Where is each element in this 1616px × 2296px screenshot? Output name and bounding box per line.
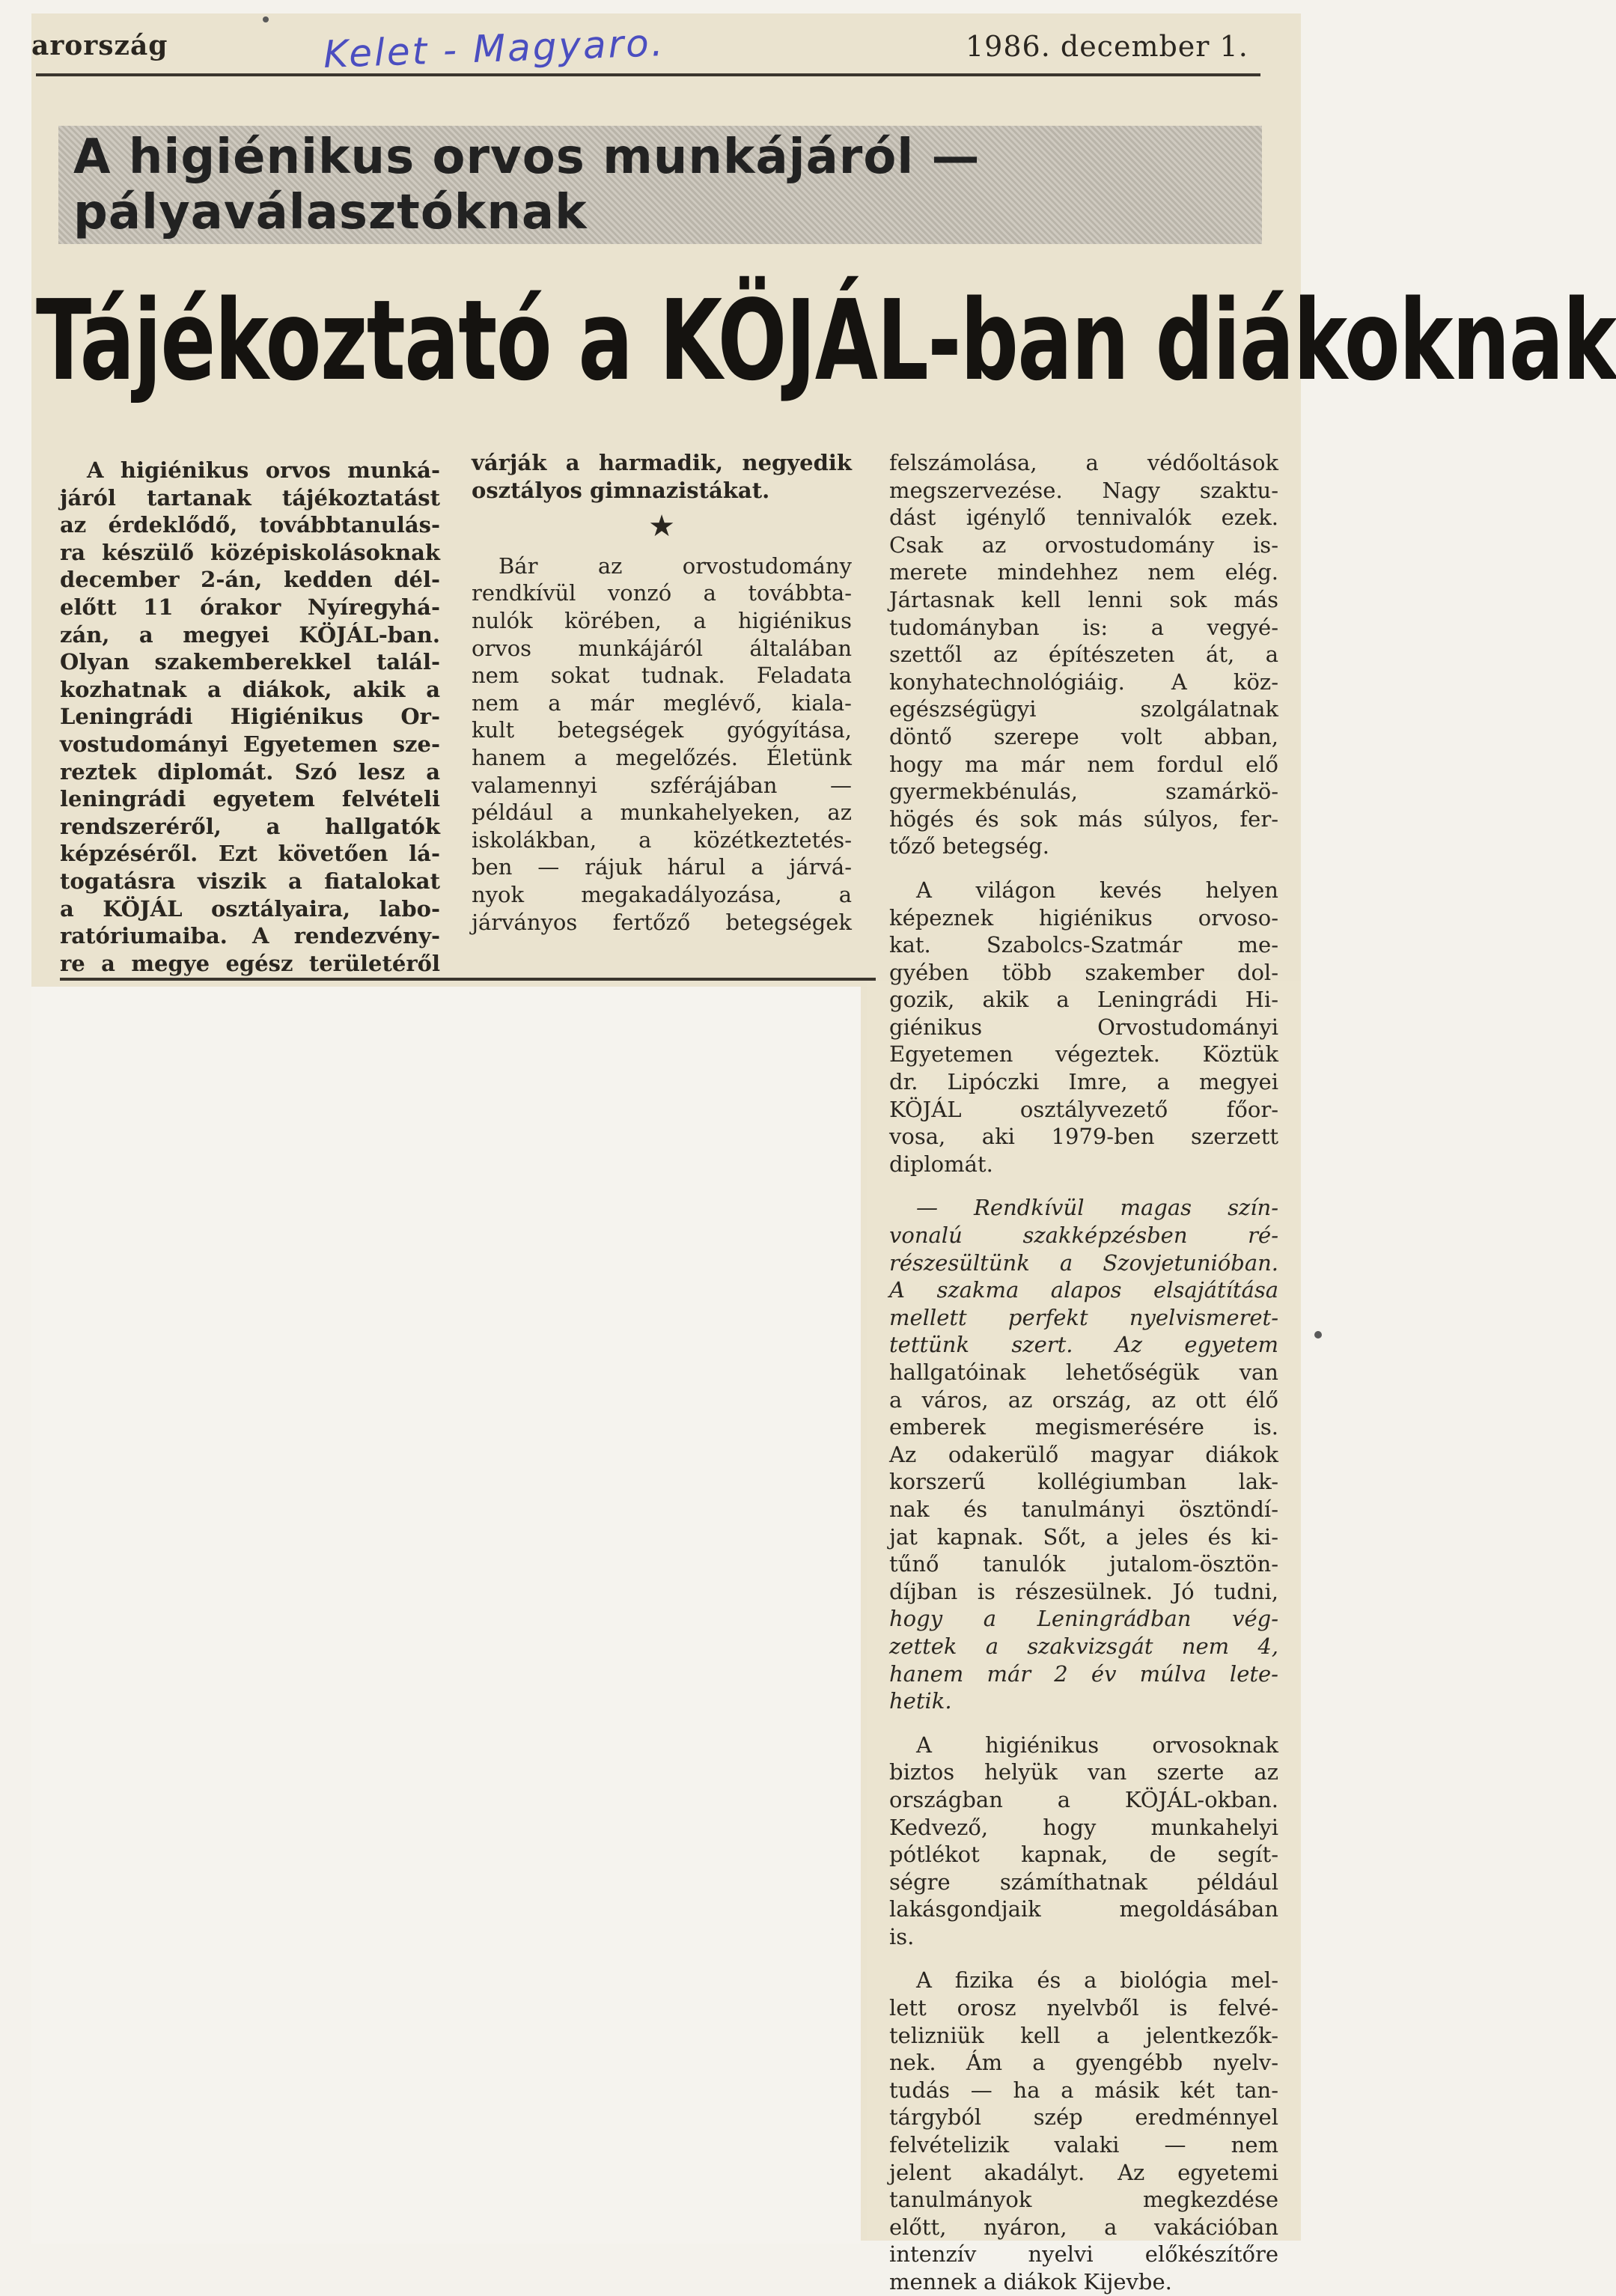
text-line: kat. Szabolcs-Szatmár me- bbox=[889, 932, 1278, 958]
text-line: képzéséről. Ezt követően lá- bbox=[60, 841, 440, 867]
text-line: Egyetemen végeztek. Köztük bbox=[889, 1041, 1278, 1068]
text-line: iskolákban, a közétkeztetés- bbox=[472, 826, 852, 853]
text-line: várják a harmadik, negyedik bbox=[472, 450, 852, 475]
text-line: nem a már meglévő, kiala- bbox=[472, 689, 852, 716]
text-line: megszervezése. Nagy szaktu- bbox=[889, 477, 1278, 503]
text-line: — Rendkívül magas szín- bbox=[916, 1195, 1278, 1221]
header-country: arország bbox=[31, 30, 168, 61]
text-line: nek. Ám a gyengébb nyelv- bbox=[889, 2050, 1278, 2076]
text-line: lakásgondjaik megoldásában bbox=[889, 1896, 1278, 1922]
text-line: felszámolása, a védőoltások bbox=[889, 450, 1278, 475]
text-line: ségre számíthatnak például bbox=[889, 1869, 1278, 1895]
text-line: hogy ma már nem fordul elő bbox=[889, 751, 1278, 777]
text-line: A világon kevés helyen bbox=[916, 877, 1278, 903]
text-line: hanem már 2 év múlva lete- bbox=[889, 1660, 1278, 1687]
text-line: emberek megismerésére is. bbox=[889, 1414, 1278, 1440]
text-line: hanem a megelőzés. Életünk bbox=[472, 744, 852, 770]
text-line: zán, a megyei KÖJÁL-ban. bbox=[60, 621, 440, 648]
text-line: tőző betegség. bbox=[889, 833, 1050, 859]
text-line: képeznek higiénikus orvoso- bbox=[889, 904, 1278, 931]
text-line: előtt 11 órakor Nyíregyhá- bbox=[60, 594, 440, 620]
text-line: országban a KÖJÁL-okban. bbox=[889, 1786, 1278, 1812]
article-column-1 bbox=[60, 457, 440, 977]
paragraph-gap bbox=[889, 1950, 1278, 1967]
ink-spot bbox=[263, 16, 269, 22]
column-bottom-rule bbox=[60, 978, 876, 981]
text-line: leningrádi egyetem felvételi bbox=[60, 786, 440, 812]
text-line: az érdeklődő, továbbtanulás- bbox=[60, 512, 440, 538]
text-line: A higiénikus orvosoknak bbox=[916, 1732, 1278, 1758]
text-line: vosa, aki 1979-ben szerzett bbox=[889, 1124, 1278, 1150]
text-line: A higiénikus orvos munká- bbox=[87, 457, 440, 483]
text-line: szettől az építészeten át, a bbox=[889, 642, 1278, 668]
text-line: intenzív nyelvi előkészítőre bbox=[889, 2241, 1278, 2268]
text-line: jelent akadályt. Az egyetemi bbox=[889, 2159, 1278, 2185]
text-line: lett orosz nyelvből is felvé- bbox=[889, 1995, 1278, 2021]
text-line: jat kapnak. Sőt, a jeles és ki- bbox=[889, 1523, 1278, 1550]
text-line: Csak az orvostudomány is- bbox=[889, 532, 1278, 558]
text-line: egészségügyi szolgálatnak bbox=[889, 696, 1278, 722]
text-line: Bár az orvostudomány bbox=[498, 552, 852, 579]
text-line: díjban is részesülnek. Jó tudni, bbox=[889, 1578, 1278, 1604]
text-line: járványos fertőző betegségek bbox=[472, 909, 852, 935]
text-line: Kedvező, hogy munkahelyi bbox=[889, 1814, 1278, 1840]
text-line: hetik. bbox=[889, 1688, 952, 1714]
text-line: december 2-án, kedden dél- bbox=[60, 567, 440, 593]
text-line: merete mindehhez nem elég. bbox=[889, 559, 1278, 585]
text-line: járól tartanak tájékoztatást bbox=[60, 484, 440, 511]
text-line: előtt, nyáron, a vakációban bbox=[889, 2214, 1278, 2240]
text-line: részesültünk a Szovjetunióban. bbox=[889, 1249, 1278, 1276]
text-line: KÖJÁL osztályvezető főor- bbox=[889, 1096, 1278, 1122]
text-line: biztos helyük van szerte az bbox=[889, 1759, 1278, 1785]
text-line: togatásra viszik a fiatalokat bbox=[60, 868, 440, 894]
text-line: osztályos gimnazistákat. bbox=[472, 477, 770, 503]
text-line: kozhatnak a diákok, akik a bbox=[60, 676, 440, 702]
text-line: tanulmányok megkezdése bbox=[889, 2187, 1278, 2213]
text-line: telizniük kell a jelentkezők- bbox=[889, 2022, 1278, 2048]
text-line: tudás — ha a másik két tan- bbox=[889, 2077, 1278, 2103]
text-line: felvételizik valaki — nem bbox=[889, 2132, 1278, 2158]
text-line: Jártasnak kell lenni sok más bbox=[889, 586, 1278, 612]
text-line: nak és tanulmányi ösztöndí- bbox=[889, 1496, 1278, 1522]
text-line: ratóriumaiba. A rendezvény- bbox=[60, 923, 440, 949]
blank-page-area bbox=[31, 987, 861, 2244]
text-line: a KÖJÁL osztályaira, labo- bbox=[60, 895, 440, 922]
text-line: rendkívül vonzó a továbbta- bbox=[472, 580, 852, 606]
text-line: reztek diplomát. Szó lesz a bbox=[60, 758, 440, 785]
article-column-3 bbox=[889, 449, 1278, 2296]
article-headline: Tájékoztató a KÖJÁL-ban diákoknak bbox=[36, 276, 1616, 405]
text-line: pótlékot kapnak, de segít- bbox=[889, 1842, 1278, 1868]
text-line: vostudományi Egyetemen sze- bbox=[60, 731, 440, 757]
text-line: hallgatóinak lehetőségük van bbox=[889, 1359, 1278, 1385]
text-line: hogy a Leningrádban vég- bbox=[889, 1606, 1278, 1632]
text-line: kult betegségek gyógyítása, bbox=[472, 717, 852, 743]
star-separator-icon: ★ bbox=[648, 509, 675, 544]
text-line: rendszeréről, a hallgatók bbox=[60, 813, 440, 839]
text-line: högés és sok más súlyos, fer- bbox=[889, 806, 1278, 832]
text-line: nyok megakadályozása, a bbox=[472, 881, 852, 907]
text-line: tettünk szert. Az egyetem bbox=[889, 1332, 1278, 1358]
handwritten-note: Kelet - Magyaro. bbox=[323, 21, 666, 76]
text-line: döntő szerepe volt abban, bbox=[889, 723, 1278, 749]
text-line: zettek a szakvizsgát nem 4, bbox=[889, 1633, 1278, 1659]
text-line: Olyan szakemberekkel talál- bbox=[60, 649, 440, 675]
text-line: Az odakerülő magyar diákok bbox=[889, 1441, 1278, 1467]
text-line: mellett perfekt nyelvismeret- bbox=[889, 1304, 1278, 1330]
text-line: dr. Lipóczki Imre, a megyei bbox=[889, 1069, 1278, 1095]
paragraph-gap bbox=[889, 860, 1278, 877]
text-line: mennek a diákok Kijevbe. bbox=[889, 2269, 1172, 2295]
text-line: Leningrádi Higiénikus Or- bbox=[60, 704, 440, 730]
text-line: például a munkahelyeken, az bbox=[472, 800, 852, 826]
text-line: nem sokat tudnak. Feladata bbox=[472, 663, 852, 689]
text-line: tudományban is: a vegyé- bbox=[889, 614, 1278, 640]
ink-spot bbox=[1314, 1331, 1322, 1339]
text-line: orvos munkájáról általában bbox=[472, 635, 852, 661]
article-subtitle: A higiénikus orvos munkájáról — pályaválasztóknak bbox=[73, 130, 981, 240]
text-line: tűnő tanulók jutalom-ösztön- bbox=[889, 1551, 1278, 1577]
text-line: gyében több szakember dol- bbox=[889, 959, 1278, 985]
text-line: vonalú szakképzésben ré- bbox=[889, 1222, 1278, 1249]
text-line: korszerű kollégiumban lak- bbox=[889, 1469, 1278, 1495]
text-line: konyhatechnológiáig. A köz- bbox=[889, 669, 1278, 695]
subtitle-band bbox=[58, 126, 1262, 244]
text-line: a város, az ország, az ott élő bbox=[889, 1386, 1278, 1413]
text-line: ra készülő középiskolásoknak bbox=[60, 539, 440, 565]
text-line: ben — rájuk hárul a járvá- bbox=[472, 854, 852, 880]
header-date: 1986. december 1. bbox=[966, 30, 1248, 63]
text-line: tárgyból szép eredménnyel bbox=[889, 2104, 1278, 2131]
text-line: A fizika és a biológia mel- bbox=[916, 1967, 1278, 1994]
text-line: giénikus Orvostudományi bbox=[889, 1014, 1278, 1040]
text-line: re a megye egész területéről bbox=[60, 950, 440, 976]
text-line: A szakma alapos elsajátítása bbox=[889, 1277, 1278, 1303]
text-line: gyermekbénulás, szamárkö- bbox=[889, 779, 1278, 805]
text-line: dást igénylő tennivalók ezek. bbox=[889, 505, 1278, 531]
text-line: is. bbox=[889, 1923, 915, 1949]
text-line: valamennyi szférájában — bbox=[472, 772, 852, 798]
article-column-2 bbox=[472, 449, 852, 936]
paragraph-gap bbox=[889, 1178, 1278, 1194]
paragraph-gap bbox=[889, 1715, 1278, 1732]
text-line: gozik, akik a Leningrádi Hi- bbox=[889, 987, 1278, 1013]
text-line: diplomát. bbox=[889, 1151, 993, 1177]
text-line: nulók körében, a higiénikus bbox=[472, 607, 852, 633]
